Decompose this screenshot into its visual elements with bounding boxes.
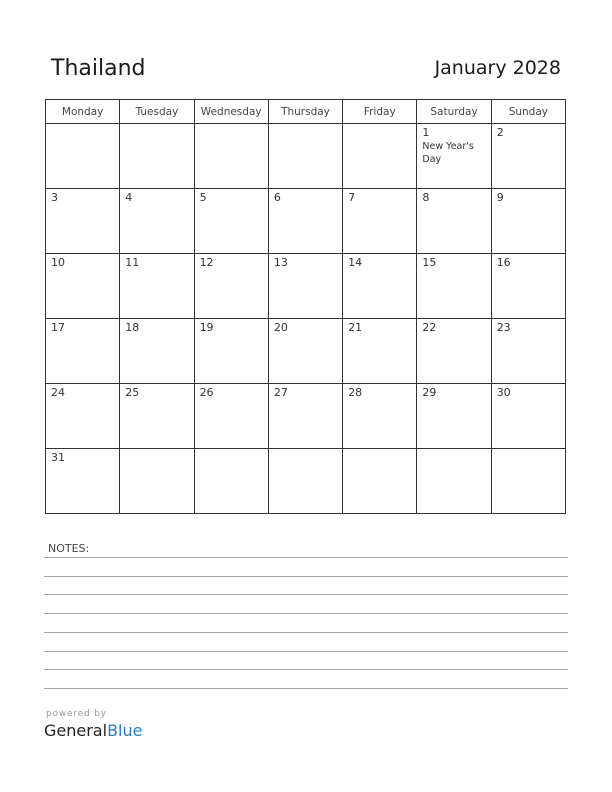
note-line [44, 688, 568, 689]
week-row-3 [46, 254, 566, 319]
day-number [269, 449, 342, 451]
day-number: 6 [273, 191, 281, 204]
weekday-tuesday: Tuesday [120, 100, 194, 124]
month-year-title: January 2028 [434, 57, 561, 79]
day-cell [268, 189, 342, 254]
week-row-6 [46, 449, 566, 514]
week-row-5 [46, 384, 566, 449]
day-number: 7 [348, 191, 356, 204]
day-cell [194, 189, 268, 254]
day-cell [268, 449, 342, 514]
day-number: 25 [125, 386, 140, 399]
day-number: 18 [125, 321, 140, 334]
day-cell [120, 124, 194, 189]
day-number: 21 [348, 321, 363, 334]
weekday-thursday: Thursday [268, 100, 342, 124]
day-cell [194, 254, 268, 319]
day-cell [46, 449, 120, 514]
weekday-sunday: Sunday [491, 100, 565, 124]
powered-by-text: powered by [46, 709, 107, 719]
brand-blue-text: Blue [107, 721, 143, 740]
day-cell [268, 384, 342, 449]
day-number: 20 [273, 321, 288, 334]
weekday-monday: Monday [46, 100, 120, 124]
day-number: 19 [199, 321, 214, 334]
day-cell [46, 124, 120, 189]
day-number: 2 [496, 126, 504, 139]
weekday-wednesday: Wednesday [194, 100, 268, 124]
day-cell [46, 254, 120, 319]
day-cell [343, 189, 417, 254]
country-title: Thailand [51, 56, 146, 81]
day-number [417, 449, 490, 451]
day-cell [268, 319, 342, 384]
day-cell [343, 384, 417, 449]
day-cell [120, 384, 194, 449]
day-number [195, 449, 268, 451]
day-number [343, 124, 416, 126]
day-number: 4 [125, 191, 133, 204]
day-cell [194, 319, 268, 384]
day-number: 27 [273, 386, 288, 399]
day-cell [417, 189, 491, 254]
day-number: 5 [199, 191, 207, 204]
week-row-4 [46, 319, 566, 384]
day-cell [491, 254, 565, 319]
day-cell [343, 449, 417, 514]
note-line [44, 594, 568, 595]
notes-label: NOTES: [48, 542, 90, 555]
note-line [44, 651, 568, 652]
day-cell [46, 189, 120, 254]
weekday-saturday: Saturday [417, 100, 491, 124]
day-cell [491, 189, 565, 254]
day-cell [120, 254, 194, 319]
day-cell [120, 319, 194, 384]
day-number [195, 124, 268, 126]
day-number [120, 449, 193, 451]
day-number: 10 [51, 256, 65, 269]
day-cell [417, 254, 491, 319]
day-number: 28 [348, 386, 363, 399]
day-cell [46, 384, 120, 449]
holiday-label: New Year's Day [422, 141, 474, 165]
day-number: 13 [273, 256, 288, 269]
day-number: 24 [51, 386, 65, 399]
day-number: 3 [51, 191, 58, 204]
day-number: 8 [422, 191, 430, 204]
day-cell [491, 384, 565, 449]
day-cell [120, 189, 194, 254]
day-number: 17 [51, 321, 65, 334]
day-number: 11 [125, 256, 140, 269]
day-cell [46, 319, 120, 384]
day-number [343, 449, 416, 451]
day-number: 26 [199, 386, 214, 399]
day-number: 22 [422, 321, 437, 334]
brand-logo[interactable] [44, 721, 142, 740]
day-number: 16 [496, 256, 511, 269]
day-number [120, 124, 193, 126]
day-cell [194, 124, 268, 189]
day-number: 1 [422, 126, 430, 139]
day-number: 31 [51, 451, 65, 464]
week-row-2 [46, 189, 566, 254]
calendar-grid [45, 99, 566, 514]
day-cell [417, 319, 491, 384]
note-line [44, 557, 568, 558]
day-cell [268, 124, 342, 189]
week-row-1 [46, 124, 566, 189]
day-cell [120, 449, 194, 514]
day-number: 30 [496, 386, 511, 399]
day-cell [343, 124, 417, 189]
day-cell [491, 319, 565, 384]
day-cell [343, 254, 417, 319]
day-number: 14 [348, 256, 363, 269]
weekday-header-row [46, 100, 566, 124]
note-line [44, 669, 568, 670]
day-cell [491, 449, 565, 514]
day-cell [417, 449, 491, 514]
day-number [46, 124, 119, 126]
day-number: 9 [496, 191, 504, 204]
day-cell [417, 124, 491, 189]
day-cell [268, 254, 342, 319]
day-number: 29 [422, 386, 437, 399]
day-number [269, 124, 342, 126]
day-cell [343, 319, 417, 384]
day-cell [491, 124, 565, 189]
day-number: 23 [496, 321, 511, 334]
day-number: 12 [199, 256, 214, 269]
day-cell [194, 449, 268, 514]
day-number [492, 449, 565, 451]
day-cell [417, 384, 491, 449]
brand-general-text: General [44, 721, 108, 740]
day-number: 15 [422, 256, 437, 269]
note-line [44, 632, 568, 633]
note-line [44, 613, 568, 614]
day-cell [194, 384, 268, 449]
weekday-friday: Friday [343, 100, 417, 124]
note-line [44, 576, 568, 577]
